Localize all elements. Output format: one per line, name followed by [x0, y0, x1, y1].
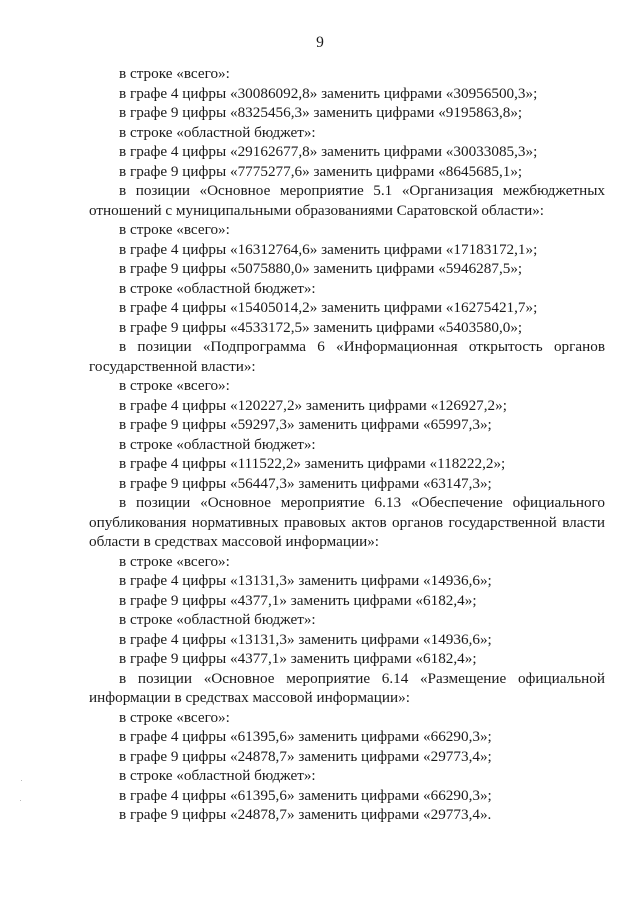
scan-artifact	[20, 800, 21, 801]
paragraph: в позиции «Основное мероприятие 5.1 «Организация межбюджетных отношений с муниципальными образованиями Саратовской области»:	[89, 182, 605, 219]
paragraph: в позиции «Основное мероприятие 6.13 «Обеспечение официального опубликования нормативных правовых актов органов государственной власти области в средствах массовой информации»:	[89, 494, 605, 550]
text-line: в графе 9 цифры «7775277,6» заменить цифрами «8645685,1»;	[119, 162, 523, 180]
text-line: в строке «областной бюджет»:	[119, 123, 316, 141]
text-line: в строке «всего»:	[119, 377, 230, 394]
text-line: в графе 9 цифры «4377,1» заменить цифрами «6182,4»;	[119, 650, 477, 667]
text-line: в графе 9 цифры «4533172,5» заменить цифрами «5403580,0»;	[119, 318, 523, 336]
text-line: в строке «областной бюджет»:	[119, 611, 316, 628]
text-line: в графе 4 цифры «61395,6» заменить цифрами «66290,3»;	[119, 786, 492, 804]
text-line: в графе 4 цифры «120227,2» заменить цифрами «126927,2»;	[119, 396, 507, 414]
page-number: 9	[316, 34, 324, 51]
text-line: в графе 4 цифры «29162677,8» заменить цифрами «30033085,3»;	[119, 143, 538, 160]
text-line: в графе 9 цифры «56447,3» заменить цифрами «63147,3»;	[119, 474, 492, 492]
document-body	[89, 64, 605, 825]
text-line: в графе 9 цифры «4377,1» заменить цифрами «6182,4»;	[119, 591, 477, 609]
text-line: в графе 4 цифры «30086092,8» заменить цифрами «30956500,3»;	[119, 84, 538, 102]
text-line: в строке «всего»:	[119, 65, 230, 82]
text-line: в строке «областной бюджет»:	[119, 435, 316, 453]
text-line: в графе 9 цифры «24878,7» заменить цифрами «29773,4»;	[119, 747, 492, 765]
text-line: в графе 9 цифры «5075880,0» заменить цифрами «5946287,5»;	[119, 260, 523, 277]
text-line: в графе 4 цифры «16312764,6» заменить цифрами «17183172,1»;	[119, 240, 538, 258]
text-line: в строке «всего»:	[119, 221, 230, 238]
paragraph: в позиции «Основное мероприятие 6.14 «Размещение официальной информации в средствах массовой информации»:	[89, 669, 605, 706]
paragraph: в позиции «Подпрограмма 6 «Информационная открытость органов государственной власти»:	[89, 338, 605, 375]
text-line: в графе 9 цифры «24878,7» заменить цифрами «29773,4».	[119, 806, 492, 823]
text-line: в графе 4 цифры «111522,2» заменить цифрами «118222,2»;	[119, 455, 506, 472]
text-line: в графе 4 цифры «15405014,2» заменить цифрами «16275421,7»;	[119, 299, 538, 316]
text-line: в графе 4 цифры «13131,3» заменить цифрами «14936,6»;	[119, 630, 492, 648]
text-line: в графе 4 цифры «61395,6» заменить цифрами «66290,3»;	[119, 728, 492, 745]
text-line: в строке «областной бюджет»:	[119, 767, 316, 784]
scan-artifact	[21, 780, 22, 781]
text-line: в строке «областной бюджет»:	[119, 279, 316, 297]
text-line: в графе 4 цифры «13131,3» заменить цифрами «14936,6»;	[119, 572, 492, 589]
text-line: в строке «всего»:	[119, 552, 230, 570]
text-line: в строке «всего»:	[119, 708, 230, 726]
text-line: в графе 9 цифры «8325456,3» заменить цифрами «9195863,8»;	[119, 104, 523, 121]
text-line: в графе 9 цифры «59297,3» заменить цифрами «65997,3»;	[119, 416, 492, 433]
